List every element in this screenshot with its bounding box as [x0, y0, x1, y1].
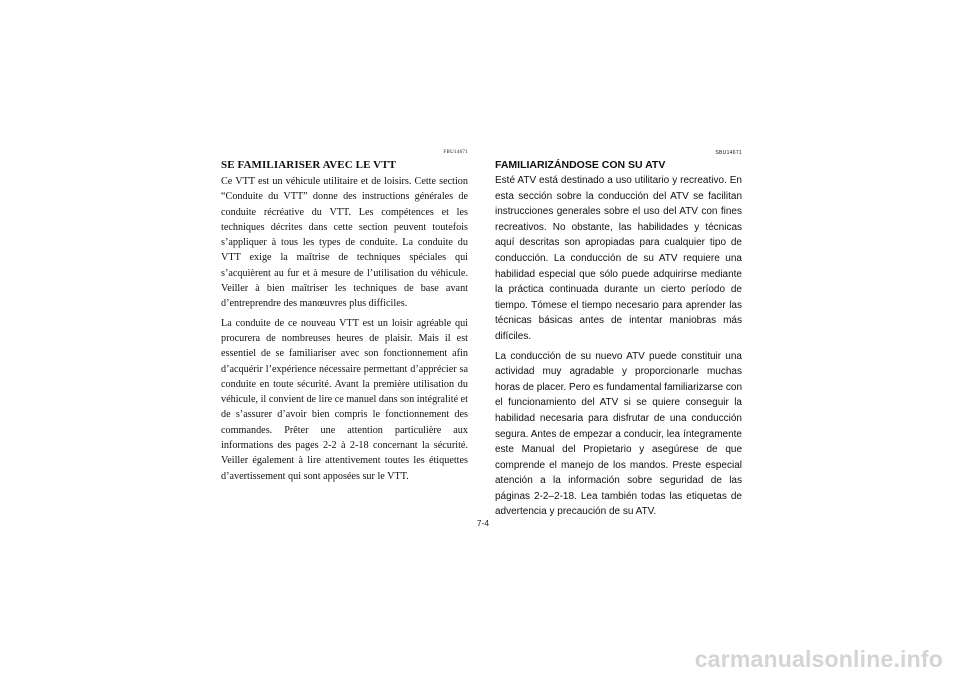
french-column [221, 150, 468, 488]
paragraph-fr-2: La conduite de ce nouveau VTT est un loisir agréable qui procurera de nombreuses heures de plaisir. Mais il est essentiel de se familiariser avec son fonctionnement afin d’acquérir l’expérience nécessaire permettant d’apprécier sa conduite en toute sécurité. Avant la première utilisation du véhicule, il convient de lire ce manuel dans son intégralité et de s’assurer d’avoir bien compris le fonctionnement des commandes. Prêter une attention particulière aux informations des pages 2-2 à 2-18 concernant la sécurité. Veiller également à lire attentivement toutes les étiquettes d’avertissement qui sont apposées sur le VTT. [221, 317, 468, 482]
watermark: carmanualsonline.info [694, 646, 943, 672]
page-number: 7-4 [476, 518, 490, 528]
paragraph-fr-1: Ce VTT est un véhicule utilitaire et de loisirs. Cette section “Conduite du VTT” donne des instructions générales de conduite récréative du VTT. Les compétences et les techniques décrites dans cette section peuvent toutefois s’appliquer à tous les types de conduite. La conduite du VTT exige la maîtrise de techniques spéciales qui s’acquièrent au fur et à mesure de l’utilisation du véhicule. Veiller à bien maîtriser les techniques de base avant d’entreprendre des manœuvres plus difficiles. [221, 176, 468, 310]
paragraph-es-1: Esté ATV está destinado a uso utilitario y recreativo. En esta sección sobre la conducción del ATV se facilitan instrucciones generales sobre el uso del ATV con fines recreativos. No obstante, las habilidades y técnicas aquí descritas son apropiadas para cualquier tipo de conducción. La conducción de su ATV requiere una habilidad especial que sólo puede adquirirse mediante la práctica continuada durante un cierto período de tiempo. Tómese el tiempo necesario para aprender las técnicas básicas antes de intentar maniobras más difíciles. [495, 175, 742, 342]
paragraph-es-2: La conducción de su nuevo ATV puede constituir una actividad muy agradable y proporcionarle muchas horas de placer. Pero es fundamental familiarizarse con el funcionamiento del ATV si se quiere conseguir la habilidad necesaria para disfrutar de una conducción segura. Antes de empezar a conducir, lea íntegramente este Manual del Propietario y asegúrese de que comprende el manejo de los mandos. Preste especial atención a la información sobre seguridad de las páginas 2-2–2-18. Lea también todas las etiquetas de advertencia y precaución de su ATV. [495, 350, 742, 518]
spanish-column [495, 150, 742, 524]
section-code-fr: FBU14671 [443, 150, 468, 155]
section-heading-fr: SE FAMILIARISER AVEC LE VTT [221, 159, 397, 171]
section-code-es: SBU14671 [715, 150, 742, 156]
section-heading-es: FAMILIARIZÁNDOSE CON SU ATV [495, 159, 666, 171]
